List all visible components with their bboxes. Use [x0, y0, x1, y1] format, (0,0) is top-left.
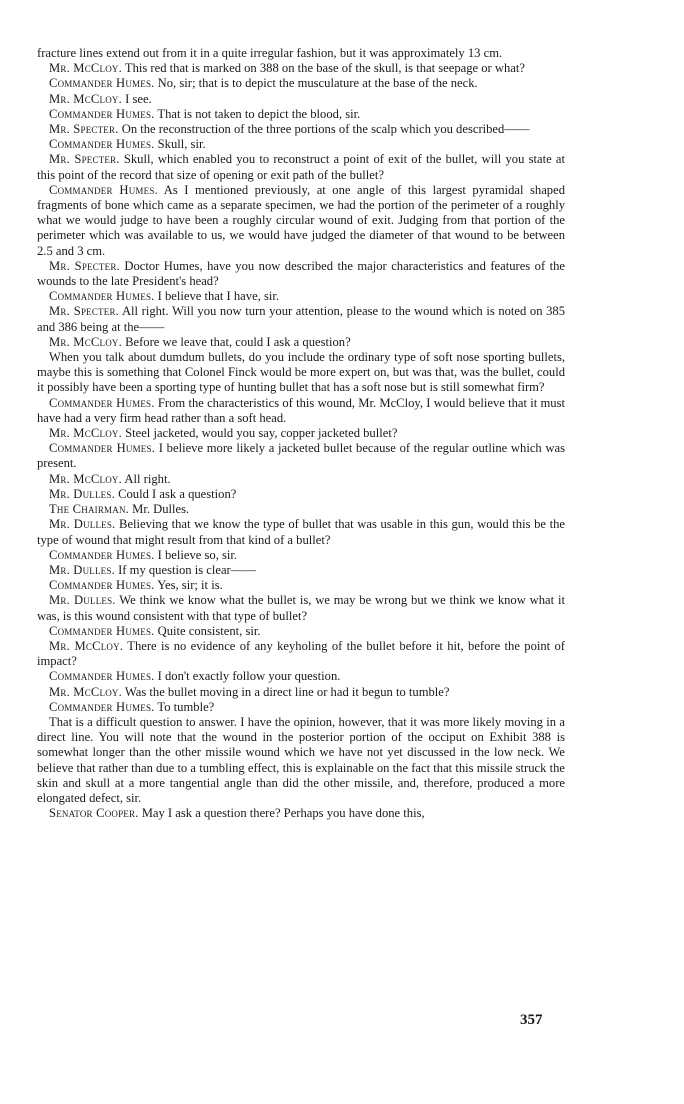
transcript-paragraph: [37, 517, 565, 547]
paragraph-text: Mr. Dulles.: [132, 502, 190, 517]
speaker-name: Mr. McCloy.: [49, 684, 122, 699]
paragraph-text: I see.: [125, 91, 152, 106]
speaker-name: Mr. McCloy.: [49, 471, 122, 486]
paragraph-text: As I mentioned previously, at one angle of this largest pyramidal shaped fragments of bone which came as a separate specimen, we had the portion of the perimeter of a roughly what we would judge to have been a roughly circular wound of exit. Judging from that portion of the perimeter which was available to us, we would have judged the diameter of that wound to be between 2.5 and 3 cm.: [37, 182, 565, 258]
speaker-name: Mr. McCloy.: [49, 638, 124, 653]
speaker-name: Mr. McCloy.: [49, 91, 122, 106]
transcript-paragraph: [37, 350, 565, 396]
paragraph-text: To tumble?: [157, 699, 215, 714]
transcript-paragraph: [37, 472, 565, 487]
transcript-paragraph: [37, 335, 565, 350]
paragraph-text: Before we leave that, could I ask a question?: [125, 334, 351, 349]
transcript-paragraph: [37, 487, 565, 502]
paragraph-text: Quite consistent, sir.: [157, 623, 261, 638]
transcript-paragraph: [37, 669, 565, 684]
transcript-paragraph: [37, 152, 565, 182]
transcript-paragraph: [37, 563, 565, 578]
transcript-paragraph: [37, 183, 565, 259]
speaker-name: Mr. Specter.: [49, 304, 120, 319]
speaker-name: Commander Humes.: [49, 289, 155, 304]
paragraph-text: Skull, which enabled you to reconstruct a point of exit of the bullet, will you state at this point of the record that size of opening or exit path of the bullet?: [37, 152, 565, 182]
speaker-name: Mr. Specter.: [49, 258, 120, 273]
speaker-name: Mr. Dulles.: [49, 593, 116, 608]
paragraph-text: Was the bullet moving in a direct line or had it begun to tumble?: [124, 684, 450, 699]
paragraph-text: From the characteristics of this wound, Mr. McCloy, I would believe that it must have had a very firm head rather than a soft head.: [37, 395, 565, 425]
transcript-paragraph: [37, 806, 565, 821]
speaker-name: Mr. McCloy.: [49, 334, 122, 349]
transcript-paragraph: [37, 639, 565, 669]
transcript-paragraph: [37, 396, 565, 426]
transcript-paragraph: [37, 122, 565, 137]
paragraph-text: Doctor Humes, have you now described the major characteristics and features of the wounds to the late President's head?: [37, 258, 565, 289]
transcript-paragraph: [37, 92, 565, 107]
speaker-name: Mr. McCloy.: [49, 426, 122, 441]
transcript-body: [37, 46, 565, 821]
speaker-name: Commander Humes.: [49, 547, 155, 562]
speaker-name: Commander Humes.: [49, 669, 155, 684]
transcript-paragraph: [37, 578, 565, 593]
speaker-name: Commander Humes.: [49, 106, 155, 121]
transcript-paragraph: [37, 289, 565, 304]
speaker-name: Mr. Dulles.: [49, 517, 116, 532]
speaker-name: Commander Humes.: [49, 137, 155, 152]
paragraph-text: We think we know what the bullet is, we may be wrong but we think we know what it was, is this wound consistent with that type of bullet?: [37, 593, 565, 623]
transcript-paragraph: [37, 441, 565, 471]
transcript-paragraph: [37, 61, 565, 76]
paragraph-text: fracture lines extend out from it in a quite irregular fashion, but it was approximately 13 cm.: [37, 46, 503, 60]
speaker-name: Mr. McCloy.: [49, 61, 122, 76]
transcript-paragraph: [37, 715, 565, 806]
paragraph-text: May I ask a question there? Perhaps you have done this,: [141, 806, 425, 821]
paragraph-text: I believe more likely a jacketed bullet because of the regular outline which was present.: [37, 441, 566, 471]
speaker-name: Senator Cooper.: [49, 806, 139, 821]
speaker-name: The Chairman.: [49, 502, 129, 517]
transcript-paragraph: [37, 548, 565, 563]
speaker-name: Mr. Specter.: [49, 122, 119, 137]
paragraph-text: No, sir; that is to depict the musculature at the base of the neck.: [157, 76, 478, 91]
speaker-name: Commander Humes.: [49, 623, 155, 638]
paragraph-text: All right. Will you now turn your attention, please to the wound which is noted on 385 and 386 being at the——: [37, 304, 565, 334]
paragraph-text: Yes, sir; it is.: [157, 578, 223, 593]
speaker-name: Mr. Dulles.: [49, 486, 115, 501]
paragraph-text: If my question is clear——: [118, 562, 256, 577]
transcript-paragraph: [37, 137, 565, 152]
transcript-paragraph: [37, 624, 565, 639]
speaker-name: Commander Humes.: [49, 441, 156, 456]
paragraph-text: I don't exactly follow your question.: [157, 669, 341, 684]
paragraph-text: All right.: [124, 471, 171, 486]
speaker-name: Commander Humes.: [49, 395, 155, 410]
transcript-paragraph: [37, 700, 565, 715]
transcript-paragraph: [37, 259, 565, 289]
paragraph-text: When you talk about dumdum bullets, do you include the ordinary type of soft nose sporting bullets, maybe this is something that Colonel Finck would be more expert on, but was that, was the bullet, could it possibly have been a sporting type of hunting bullet that has a soft nose but is still somewhat firm?: [37, 350, 565, 395]
paragraph-text: Skull, sir.: [157, 137, 206, 152]
transcript-paragraph: [37, 107, 565, 122]
paragraph-text: That is not taken to depict the blood, sir.: [157, 106, 361, 121]
transcript-paragraph: [37, 502, 565, 517]
speaker-name: Commander Humes.: [49, 76, 155, 91]
paragraph-text: Steel jacketed, would you say, copper jacketed bullet?: [125, 426, 398, 441]
transcript-paragraph: [37, 426, 565, 441]
paragraph-text: That is a difficult question to answer. I have the opinion, however, that it was more likely moving in a direct line. You will note that the wound in the posterior portion of the occiput on Exhibit 388 is somewhat longer than the other missile wound which we have not yet discussed in the low neck. We believe that rather than due to a tumbling effect, this is explainable on the fact that this missile struck the skin and skull at a more tangential angle than did the other missile, and, therefore, produced a more elongated defect, sir.: [37, 714, 565, 805]
paragraph-text: There is no evidence of any keyholing of the bullet before it hit, before the point of impact?: [37, 638, 565, 669]
transcript-paragraph: [37, 46, 565, 61]
paragraph-text: This red that is marked on 388 on the base of the skull, is that seepage or what?: [124, 61, 525, 76]
speaker-name: Mr. Specter.: [49, 152, 120, 167]
transcript-paragraph: [37, 76, 565, 91]
paragraph-text: I believe that I have, sir.: [157, 289, 279, 304]
speaker-name: Mr. Dulles.: [49, 562, 115, 577]
speaker-name: Commander Humes.: [49, 182, 158, 197]
speaker-name: Commander Humes.: [49, 699, 155, 714]
paragraph-text: Could I ask a question?: [118, 486, 237, 501]
transcript-paragraph: [37, 304, 565, 334]
paragraph-text: I believe so, sir.: [157, 547, 238, 562]
paragraph-text: On the reconstruction of the three portions of the scalp which you described——: [121, 122, 530, 137]
transcript-paragraph: [37, 593, 565, 623]
speaker-name: Commander Humes.: [49, 578, 155, 593]
paragraph-text: Believing that we know the type of bullet that was usable in this gun, would this be the type of wound that might result from that kind of a bullet?: [37, 517, 565, 547]
transcript-paragraph: [37, 685, 565, 700]
page-number: 357: [520, 1012, 543, 1028]
